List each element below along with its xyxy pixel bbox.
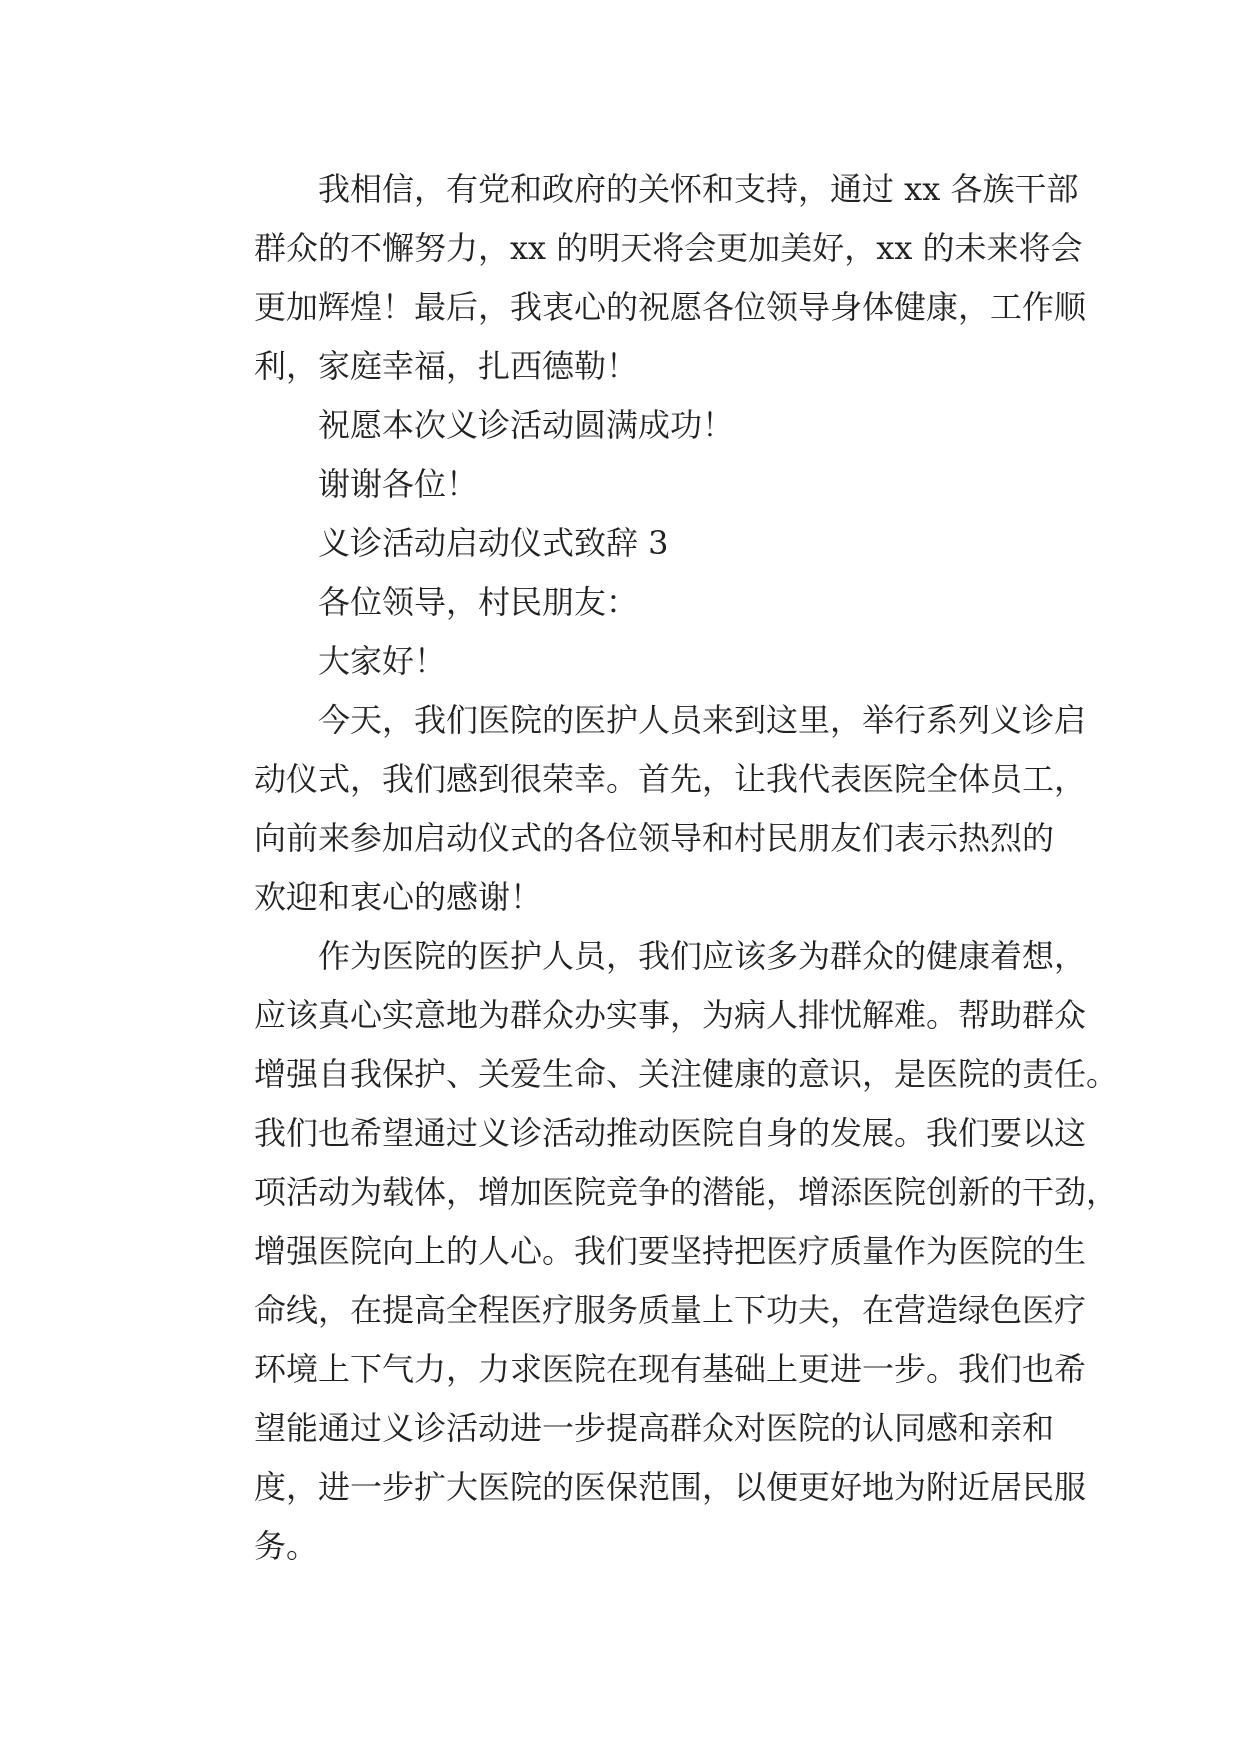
text-line: 应该真心实意地为群众办实事，为病人排忧解难。帮助群众 xyxy=(254,996,1087,1034)
paragraph xyxy=(190,396,1050,455)
text-line: 我们也希望通过义诊活动推动医院自身的发展。我们要以这 xyxy=(254,1114,1087,1152)
paragraph xyxy=(190,455,1050,514)
text-line: 祝愿本次义诊活动圆满成功！ xyxy=(318,406,735,444)
text-line: 我相信，有党和政府的关怀和支持，通过 xx 各族干部 xyxy=(318,170,1079,208)
text-line: 大家好！ xyxy=(318,642,447,680)
text-line: 环境上下气力，力求医院在现有基础上更进一步。我们也希 xyxy=(254,1350,1087,1388)
document-body xyxy=(190,160,1119,1576)
paragraph xyxy=(190,691,1087,927)
text-line: 度，进一步扩大医院的医保范围，以便更好地为附近居民服 xyxy=(254,1468,1087,1506)
text-line: 务。 xyxy=(254,1527,319,1565)
text-line: 增强自我保护、关爱生命、关注健康的意识，是医院的责任。 xyxy=(254,1055,1119,1093)
text-line: 更加辉煌！最后，我衷心的祝愿各位领导身体健康，工作顺 xyxy=(254,288,1087,326)
text-line: 谢谢各位！ xyxy=(318,465,479,503)
text-line: 群众的不懈努力，xx 的明天将会更加美好，xx 的未来将会 xyxy=(254,229,1083,267)
text-line: 望能通过义诊活动进一步提高群众对医院的认同感和亲和 xyxy=(254,1409,1055,1447)
text-line: 今天，我们医院的医护人员来到这里，举行系列义诊启 xyxy=(318,701,1087,739)
greeting xyxy=(190,632,1050,691)
text-line: 作为医院的医护人员，我们应该多为群众的健康着想， xyxy=(318,937,1087,975)
text-line: 向前来参加启动仪式的各位领导和村民朋友们表示热烈的 xyxy=(254,819,1055,857)
text-line: 利，家庭幸福，扎西德勒！ xyxy=(254,347,639,385)
paragraph xyxy=(190,160,1087,396)
text-line: 义诊活动启动仪式致辞 3 xyxy=(318,524,669,562)
text-line: 命线，在提高全程医疗服务质量上下功夫，在营造绿色医疗 xyxy=(254,1291,1087,1329)
text-line: 各位领导，村民朋友： xyxy=(318,583,639,621)
text-line: 项活动为载体，增加医院竞争的潜能，增添医院创新的干劲， xyxy=(254,1173,1119,1211)
text-line: 增强医院向上的人心。我们要坚持把医疗质量作为医院的生 xyxy=(254,1232,1087,1270)
section-heading xyxy=(190,514,1050,573)
paragraph xyxy=(190,927,1119,1576)
text-line: 动仪式，我们感到很荣幸。首先，让我代表医院全体员工， xyxy=(254,760,1087,798)
text-line: 欢迎和衷心的感谢！ xyxy=(254,878,543,916)
salutation xyxy=(190,573,1050,632)
